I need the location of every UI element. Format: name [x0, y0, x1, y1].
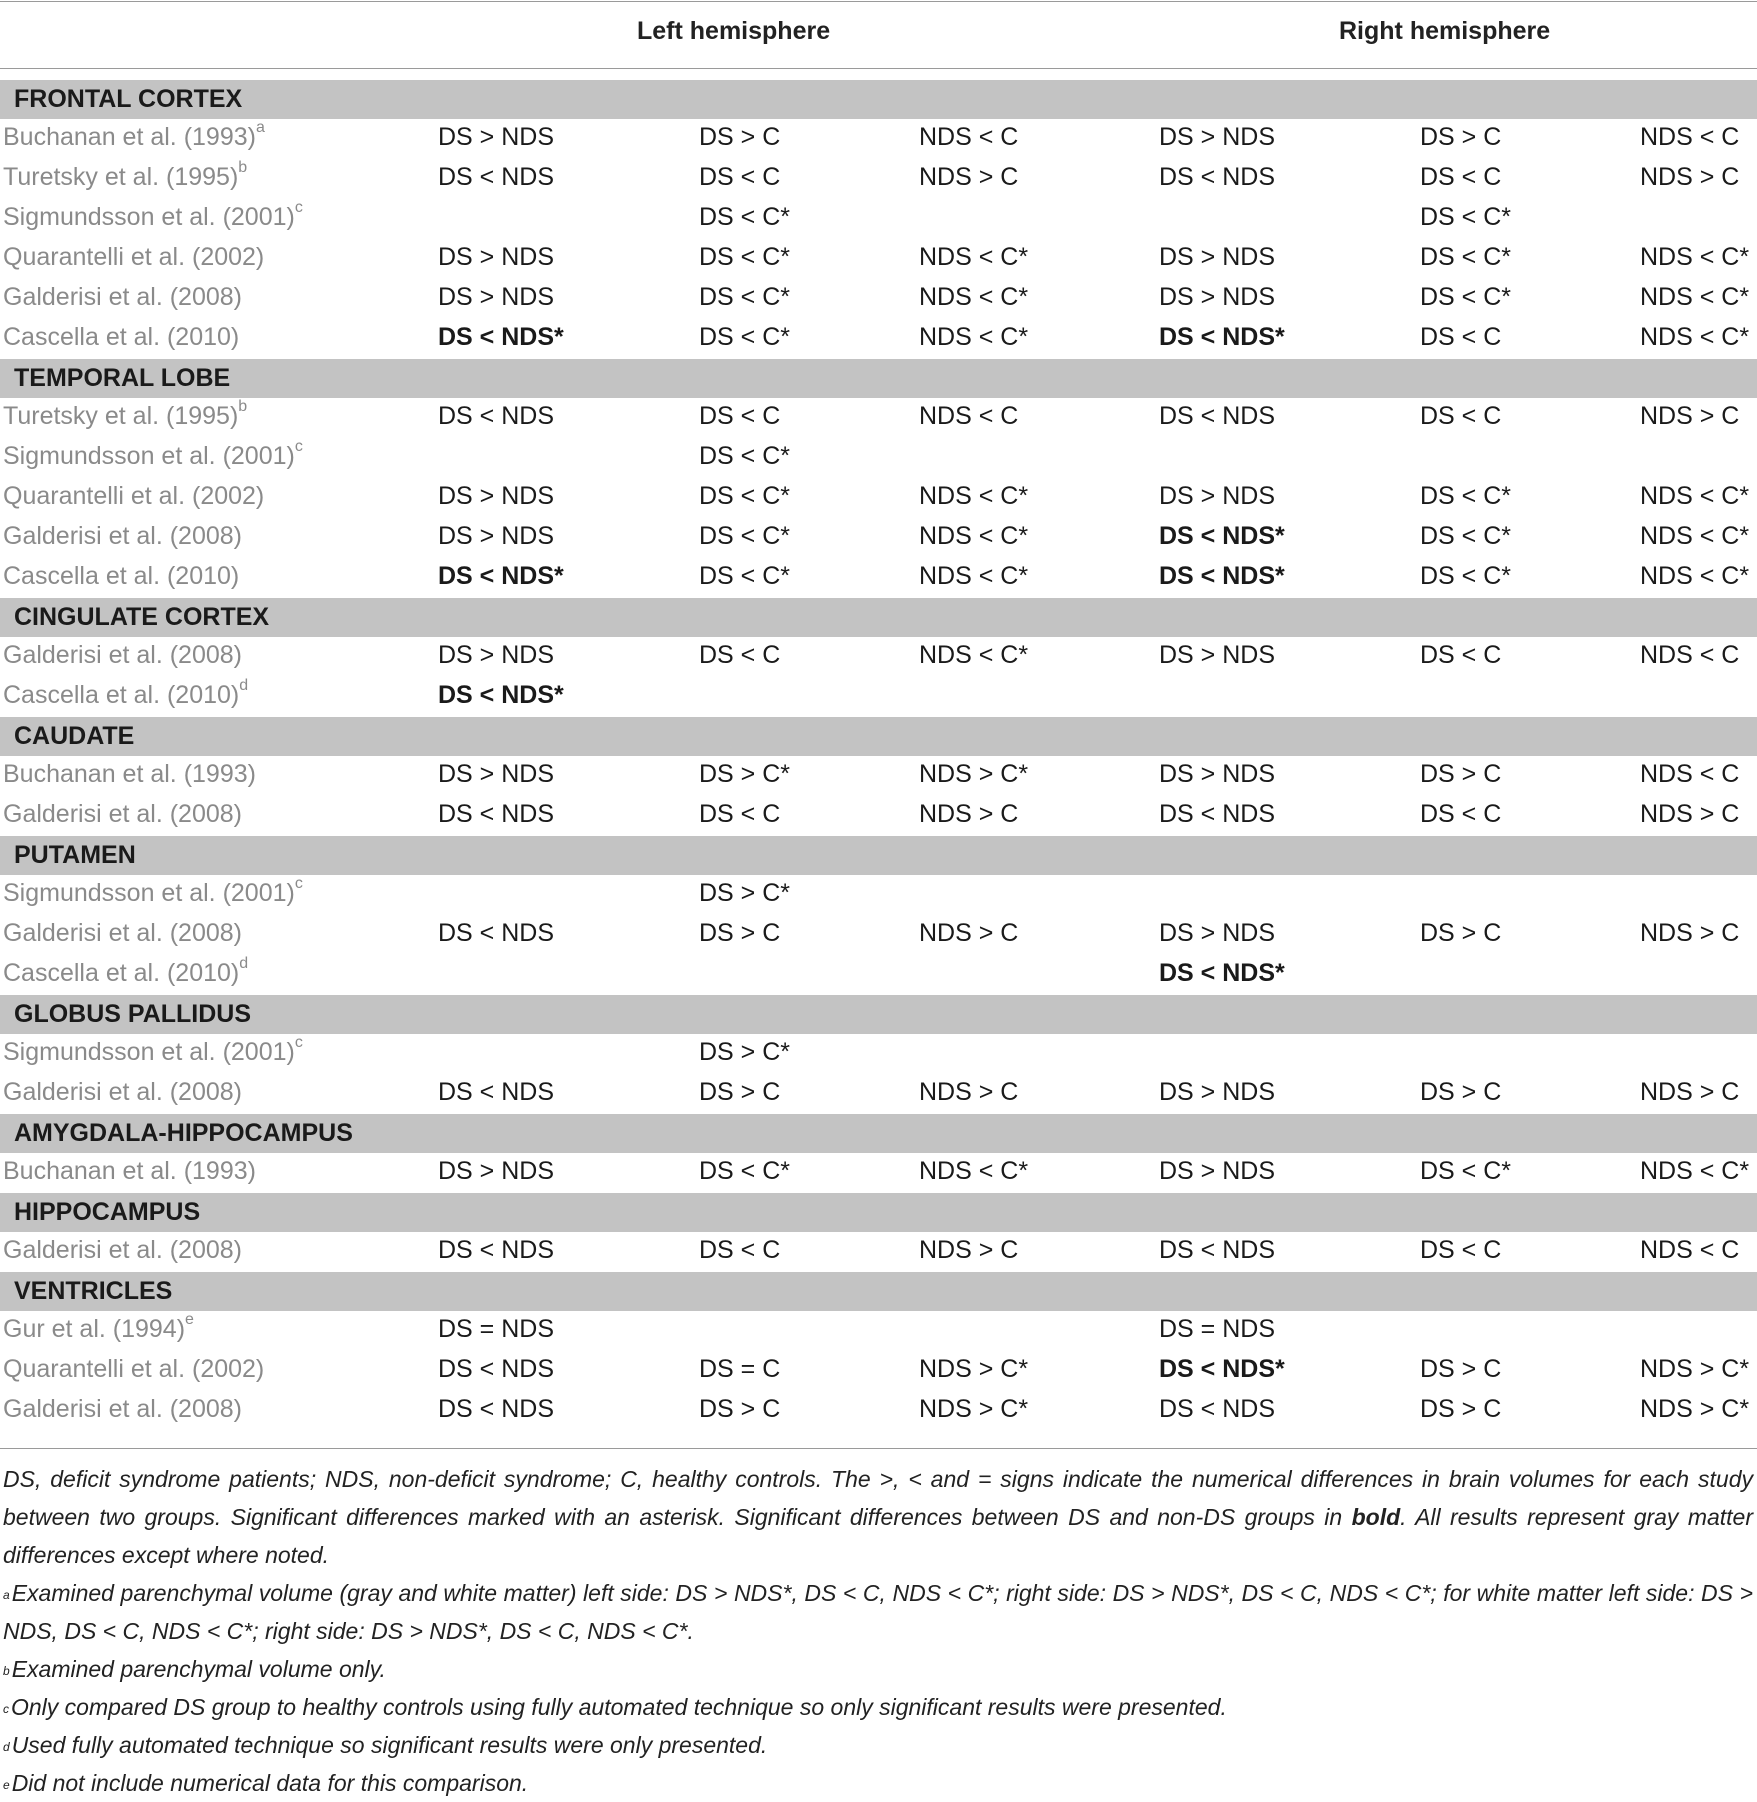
table-row: [0, 796, 1757, 836]
hemisphere-header: [0, 0, 1757, 68]
comparison-cell: DS < C*: [699, 243, 791, 271]
comparison-cell: NDS < C*: [1640, 243, 1750, 271]
table-row: [0, 1074, 1757, 1114]
comparison-cell: DS > NDS: [438, 243, 555, 271]
study-name: Buchanan et al. $(1993)^a$: [3, 119, 265, 151]
footnote-marker: a: [255, 119, 265, 136]
comparison-cell: DS > NDS: [1159, 1078, 1276, 1106]
comparison-cell: DS < C*: [1420, 283, 1512, 311]
footnote: $^b$Examined parenchymal volume only.: [3, 1656, 386, 1682]
footnote: $^a$Examined parenchymal volume (gray and white matter) left side: DS > NDS*, DS < C, NDS < C*; right side: DS > NDS*, DS < C, NDS < C*; for white matter left side: DS > NDS, DS < C, NDS < C*; right side: DS > NDS*, DS < C, NDS < C*.: [3, 1580, 1753, 1644]
footnote-mark: b: [3, 1664, 10, 1678]
comparison-cell: DS > C*: [699, 1038, 791, 1066]
footnote-mark: e: [3, 1778, 10, 1792]
comparison-cell: DS > NDS: [1159, 1157, 1276, 1185]
comparison-cell: NDS > C: [919, 163, 1019, 191]
comparison-cell: NDS < C*: [919, 562, 1029, 590]
comparison-cell: DS = C: [699, 1355, 781, 1383]
comparison-cell: DS < C: [1420, 641, 1502, 669]
comparison-cell: DS > NDS: [1159, 760, 1276, 788]
comparison-cell: DS > NDS: [1159, 123, 1276, 151]
comparison-cell: NDS > C: [919, 1078, 1019, 1106]
comparison-cell: DS < NDS*: [1159, 522, 1285, 550]
section-header: [0, 80, 1757, 119]
section-title: CINGULATE CORTEX: [14, 603, 270, 631]
comparison-cell: DS > NDS: [438, 522, 555, 550]
comparison-cell: DS < C*: [1420, 522, 1512, 550]
comparison-cell: DS < NDS: [438, 1078, 555, 1106]
comparison-cell: DS > NDS: [1159, 243, 1276, 271]
section-header: [0, 1272, 1757, 1311]
notes-bold-word: bold: [1351, 1504, 1401, 1530]
comparison-cell: DS < NDS: [1159, 1236, 1276, 1264]
table-row: [0, 1034, 1757, 1074]
comparison-cell: DS > NDS: [1159, 283, 1276, 311]
comparison-cell: NDS > C: [1640, 1078, 1740, 1106]
section-header: [0, 995, 1757, 1034]
comparison-cell: DS < C*: [699, 562, 791, 590]
comparison-cell: DS < C*: [1420, 203, 1512, 231]
comparison-cell: NDS < C*: [919, 283, 1029, 311]
section-title: CAUDATE: [14, 722, 135, 750]
comparison-cell: DS < C*: [1420, 482, 1512, 510]
comparison-cell: DS < NDS*: [1159, 1355, 1285, 1383]
footnotes: [3, 1574, 1753, 1802]
comparison-cell: DS < C*: [699, 522, 791, 550]
section-header: [0, 359, 1757, 398]
comparison-cell: DS < C: [1420, 163, 1502, 191]
comparison-cell: DS < C: [1420, 323, 1502, 351]
table-notes: [3, 1460, 1753, 1802]
study-name: Buchanan et al. (1993): [3, 1157, 256, 1185]
comparison-cell: DS > NDS: [438, 123, 555, 151]
table-row: [0, 756, 1757, 796]
comparison-cell: DS > C: [1420, 1355, 1502, 1383]
table-row: [0, 518, 1757, 558]
section-title: HIPPOCAMPUS: [14, 1198, 201, 1226]
comparison-cell: NDS < C*: [919, 1157, 1029, 1185]
table-row: [0, 875, 1757, 915]
footnote-mark: a: [3, 1588, 10, 1602]
table-row: [0, 438, 1757, 478]
comparison-cell: DS > C: [699, 919, 781, 947]
table-row: [0, 637, 1757, 677]
comparison-cell: DS < NDS: [438, 163, 555, 191]
comparison-cell: NDS > C*: [1640, 1355, 1750, 1383]
table-row: [0, 677, 1757, 717]
comparison-cell: NDS < C*: [1640, 323, 1750, 351]
comparison-cell: DS < NDS: [1159, 163, 1276, 191]
comparison-cell: NDS < C*: [1640, 1157, 1750, 1185]
comparison-cell: DS < NDS: [438, 1355, 555, 1383]
study-name: Galderisi et al. (2008): [3, 1236, 243, 1264]
comparison-cell: DS > NDS: [438, 482, 555, 510]
comparison-cell: NDS > C: [919, 919, 1019, 947]
section-header: [0, 598, 1757, 637]
study-name: Galderisi et al. (2008): [3, 641, 243, 669]
comparison-cell: NDS > C: [919, 800, 1019, 828]
table-row: [0, 955, 1757, 995]
comparison-cell: DS > C: [699, 1078, 781, 1106]
comparison-cell: NDS < C: [919, 123, 1019, 151]
footnote-marker: c: [294, 1034, 303, 1051]
comparison-cell: DS > NDS: [1159, 482, 1276, 510]
comparison-cell: DS > NDS: [438, 641, 555, 669]
table-row: [0, 1153, 1757, 1193]
study-name: Turetsky et al. $(1995)^b$: [3, 398, 248, 430]
comparison-cell: DS > NDS: [1159, 919, 1276, 947]
study-name: Quarantelli et al. (2002): [3, 243, 265, 271]
comparison-cell: NDS < C*: [919, 323, 1029, 351]
header-rule: [0, 68, 1757, 69]
table-row: [0, 199, 1757, 239]
comparison-cell: DS < NDS*: [438, 681, 564, 709]
section-title: TEMPORAL LOBE: [14, 364, 231, 392]
comparison-cell: DS > C: [699, 1395, 781, 1423]
footnote-mark: c: [3, 1702, 9, 1716]
table-row: [0, 558, 1757, 598]
comparison-cell: DS < C*: [699, 1157, 791, 1185]
comparison-cell: NDS > C*: [919, 760, 1029, 788]
comparison-cell: DS < NDS*: [1159, 323, 1285, 351]
comparison-cell: NDS < C: [1640, 760, 1740, 788]
footnote: $^d$Used fully automated technique so significant results were only presented.: [3, 1732, 768, 1758]
study-name: Galderisi et al. (2008): [3, 283, 243, 311]
table-row: [0, 1351, 1757, 1391]
comparison-cell: NDS < C*: [1640, 283, 1750, 311]
table-row: [0, 279, 1757, 319]
section-title: VENTRICLES: [14, 1277, 173, 1305]
comparison-cell: DS < C*: [699, 283, 791, 311]
footnote-marker: d: [239, 955, 249, 972]
table-row: [0, 1232, 1757, 1272]
table-row: [0, 1311, 1757, 1351]
comparison-cell: DS < C*: [699, 442, 791, 470]
study-name: Turetsky et al. $(1995)^b$: [3, 159, 248, 191]
footnote-marker: b: [238, 159, 248, 176]
comparison-cell: DS > NDS: [1159, 641, 1276, 669]
comparison-cell: DS < NDS*: [438, 323, 564, 351]
table-row: [0, 119, 1757, 159]
comparison-cell: DS < NDS: [438, 800, 555, 828]
comparison-cell: DS > C: [1420, 1395, 1502, 1423]
study-name: Sigmundsson et al. $(2001)^c$: [3, 199, 303, 231]
comparison-cell: DS < C*: [1420, 243, 1512, 271]
comparison-cell: NDS < C*: [919, 641, 1029, 669]
section-header: [0, 717, 1757, 756]
comparison-cell: DS < NDS: [438, 919, 555, 947]
section-header: [0, 1114, 1757, 1153]
comparison-cell: DS < NDS: [438, 1395, 555, 1423]
study-name: Sigmundsson et al. $(2001)^c$: [3, 1034, 303, 1066]
study-name: Galderisi et al. (2008): [3, 1395, 243, 1423]
study-name: Sigmundsson et al. $(2001)^c$: [3, 438, 303, 470]
footnote: $^e$Did not include numerical data for this comparison.: [3, 1770, 529, 1796]
comparison-cell: DS > C: [1420, 919, 1502, 947]
left-hemisphere-heading: Left hemisphere: [637, 17, 831, 45]
comparison-cell: DS < NDS: [1159, 800, 1276, 828]
table-row: [0, 159, 1757, 199]
footnote: $^c$Only compared DS group to healthy controls using fully automated technique so only significant results were presented.: [3, 1694, 1227, 1720]
comparison-cell: DS < C: [1420, 402, 1502, 430]
comparison-cell: NDS < C*: [1640, 562, 1750, 590]
study-name: Galderisi et al. (2008): [3, 1078, 243, 1106]
comparison-cell: DS < NDS*: [1159, 562, 1285, 590]
section-title: GLOBUS PALLIDUS: [14, 1000, 252, 1028]
study-name: Sigmundsson et al. $(2001)^c$: [3, 875, 303, 907]
section-header: [0, 1193, 1757, 1232]
footnote-marker: c: [294, 438, 303, 455]
study-name: Gur et al. $(1994)^e$: [3, 1311, 194, 1343]
comparison-cell: DS > C: [699, 123, 781, 151]
footnote-marker: b: [238, 398, 248, 415]
comparison-cell: NDS < C: [919, 402, 1019, 430]
footnote-marker: e: [185, 1311, 194, 1328]
comparison-cell: NDS > C: [919, 1236, 1019, 1264]
comparison-cell: DS > C: [1420, 123, 1502, 151]
study-name: Quarantelli et al. (2002): [3, 1355, 265, 1383]
comparison-cell: DS < C*: [699, 482, 791, 510]
study-name: Galderisi et al. (2008): [3, 522, 243, 550]
footnote-mark: d: [3, 1740, 10, 1754]
comparison-cell: NDS > C: [1640, 800, 1740, 828]
comparison-cell: DS < NDS: [1159, 402, 1276, 430]
comparison-cell: DS = NDS: [1159, 1315, 1276, 1343]
comparison-cell: NDS < C*: [1640, 522, 1750, 550]
table-row: [0, 1391, 1757, 1431]
study-name: Quarantelli et al. (2002): [3, 482, 265, 510]
comparison-cell: DS < C: [1420, 1236, 1502, 1264]
comparison-cell: NDS < C*: [919, 482, 1029, 510]
section-header: [0, 836, 1757, 875]
footnote-marker: c: [294, 199, 303, 216]
comparison-cell: NDS > C*: [919, 1355, 1029, 1383]
comparison-cell: DS < C: [699, 800, 781, 828]
comparison-cell: DS < C: [1420, 800, 1502, 828]
comparison-cell: DS < NDS: [1159, 1395, 1276, 1423]
comparison-cell: DS < C*: [699, 203, 791, 231]
right-hemisphere-heading: Right hemisphere: [1339, 17, 1551, 45]
study-name: Cascella et al. $(2010)^d$: [3, 677, 249, 709]
section-title: FRONTAL CORTEX: [14, 85, 243, 113]
comparison-cell: NDS < C: [1640, 123, 1740, 151]
comparison-cell: NDS < C*: [919, 522, 1029, 550]
comparison-cell: DS < C: [699, 402, 781, 430]
comparison-cell: DS < NDS: [438, 402, 555, 430]
study-name: Cascella et al. $(2010)^d$: [3, 955, 249, 987]
comparison-cell: NDS < C: [1640, 641, 1740, 669]
comparison-cell: DS > NDS: [438, 760, 555, 788]
comparison-cell: DS < C: [699, 163, 781, 191]
comparison-cell: DS > C*: [699, 879, 791, 907]
study-name: Galderisi et al. (2008): [3, 919, 243, 947]
comparison-cell: DS < C: [699, 641, 781, 669]
comparison-cell: NDS < C*: [1640, 482, 1750, 510]
comparison-cell: NDS > C*: [1640, 1395, 1750, 1423]
comparison-cell: DS < C*: [1420, 562, 1512, 590]
comparison-cell: NDS > C: [1640, 402, 1740, 430]
footnote-marker: c: [294, 875, 303, 892]
study-name: Galderisi et al. (2008): [3, 800, 243, 828]
comparison-cell: DS < NDS*: [1159, 959, 1285, 987]
table-row: [0, 319, 1757, 359]
comparison-cell: DS > NDS: [438, 1157, 555, 1185]
results-table: [0, 80, 1757, 1431]
comparison-cell: DS < C*: [1420, 1157, 1512, 1185]
comparison-cell: NDS > C: [1640, 163, 1740, 191]
table-row: [0, 915, 1757, 955]
comparison-cell: DS < NDS: [438, 1236, 555, 1264]
notes-main: DS, deficit syndrome patients; NDS, non-deficit syndrome; C, healthy controls. The >, < and = signs indicate the numerical differences in brain volumes for each study between two groups. Significant differences marked with an asterisk. Significant differences between DS and non-DS groups in bold. All results represent gray matter differences except where noted.: [3, 1466, 1753, 1568]
comparison-cell: DS < C*: [699, 323, 791, 351]
study-name: Cascella et al. (2010): [3, 323, 240, 351]
comparison-cell: DS < NDS*: [438, 562, 564, 590]
comparison-cell: DS > C: [1420, 1078, 1502, 1106]
comparison-cell: DS > NDS: [438, 283, 555, 311]
table-row: [0, 478, 1757, 518]
study-name: Cascella et al. (2010): [3, 562, 240, 590]
footnote-marker: d: [239, 677, 249, 694]
comparison-cell: DS < C: [699, 1236, 781, 1264]
table-row: [0, 239, 1757, 279]
comparison-cell: NDS < C*: [919, 243, 1029, 271]
comparison-cell: DS > C*: [699, 760, 791, 788]
section-title: AMYGDALA-HIPPOCAMPUS: [14, 1119, 353, 1147]
table-row: [0, 398, 1757, 438]
comparison-cell: NDS > C*: [919, 1395, 1029, 1423]
comparison-cell: NDS < C: [1640, 1236, 1740, 1264]
comparison-cell: DS > C: [1420, 760, 1502, 788]
table-bottom-rule: [0, 1448, 1757, 1449]
comparison-cell: DS = NDS: [438, 1315, 555, 1343]
study-name: Buchanan et al. (1993): [3, 760, 256, 788]
comparison-cell: NDS > C: [1640, 919, 1740, 947]
section-title: PUTAMEN: [14, 841, 136, 869]
